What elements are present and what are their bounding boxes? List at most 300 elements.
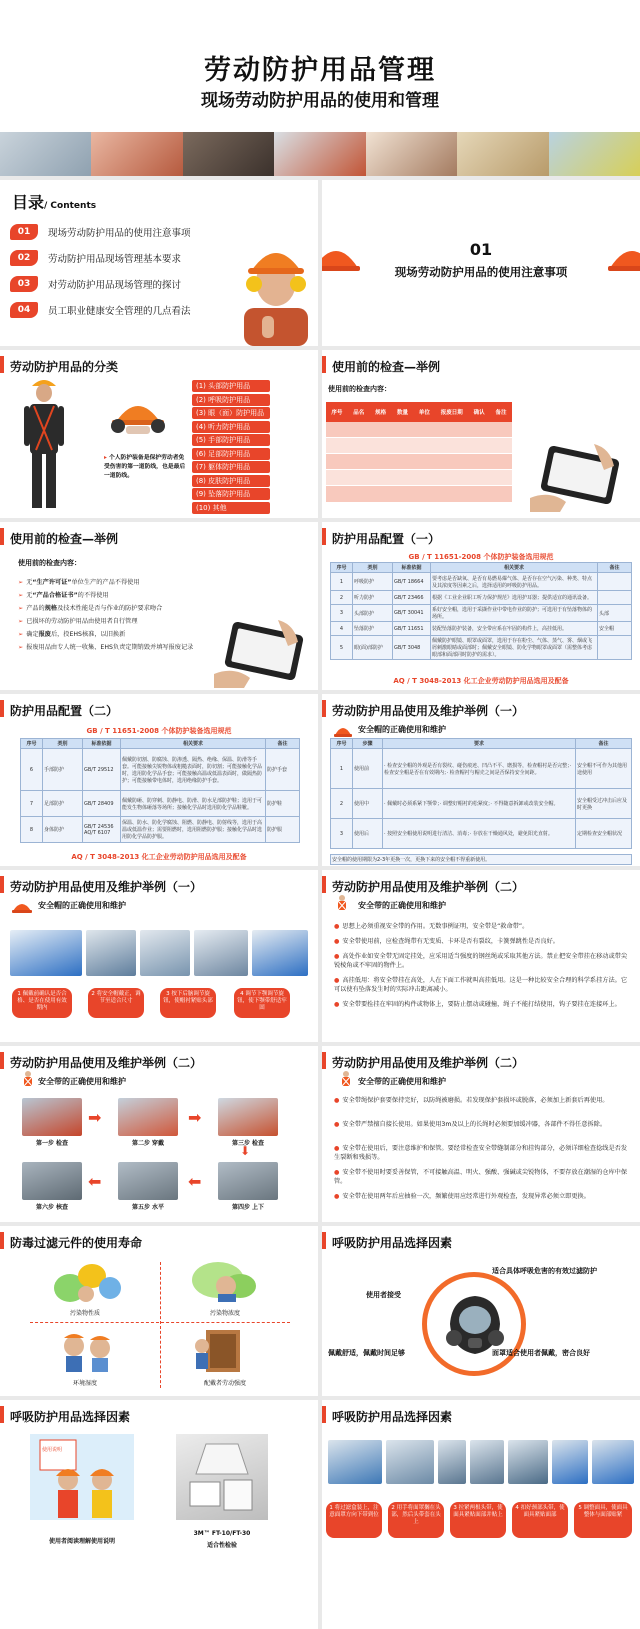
toc-item-2[interactable] (10, 250, 181, 266)
helmet-sub: 安全帽的正确使用和维护 (38, 901, 126, 910)
cell: 头部 (598, 605, 632, 622)
cell: GB/T 23466 (393, 591, 431, 605)
belt3-item-2-text: 安全带严禁擅自接长使用。如果使用3m及以上的长绳时必须要加缓冲器，各部件不得任意拆除。 (342, 1121, 607, 1128)
config1-slide (322, 522, 640, 690)
poster-label: 使用说明 (42, 1447, 63, 1453)
helmet-photo-1 (10, 930, 82, 976)
worker-helmet-illustration (236, 230, 316, 346)
title-bar (0, 876, 4, 893)
col-header: 序号 (331, 739, 353, 749)
classify-item-2[interactable]: (2) 呼吸防护用品 (192, 394, 270, 406)
col-header: 报废日期 (440, 410, 463, 416)
helmet-step-1[interactable] (12, 988, 72, 1018)
resp2-label-2a: 3M™ FT-10/FT-30 (193, 1530, 251, 1537)
cell: 手部防护 (43, 749, 83, 791)
table-header-row (331, 563, 632, 573)
check-item-1: ➢ 无“生产许可证”单位生产的产品不得使用 (18, 579, 140, 586)
cell: 5 (331, 636, 353, 660)
title-bar (322, 528, 326, 545)
belt-photo-5 (118, 1162, 178, 1200)
belt1-item-5-text: 安全带要拴挂在牢固的构件或物体上，要防止摆动或碰撞，绳子不能打结使用，钩子要挂在连接环上。 (342, 1001, 621, 1008)
belt-step-5: 第五步 水平 (131, 1204, 165, 1211)
mask-step-photo-1 (328, 1440, 382, 1484)
mask-step-5-text: 调整面具，使面具整体与面部贴紧 (583, 1505, 628, 1518)
cell: 佩戴防切割、防腐蚀、防渗透、隔热、绝缘、保温、防滑等手套。可能接触尖锐物体或粗糙表面时，防切割；可能接触化学品时，选用防化学品手套；可能接触高温或低温表面时，做隔热防护；可能接触带电体时，选用绝缘防护手套。 (121, 749, 266, 791)
cell: 防护服 (266, 817, 300, 843)
table-row (331, 789, 632, 819)
belt3-item-3: ● 安全带在使用后，要注意维护和保管。要经常检查安全带缝制部分和挂钩部分，必须详细检查捻线是否发生裂断和残损等。 (334, 1145, 628, 1161)
toc-item-3[interactable] (10, 276, 181, 292)
col-header: 品名 (353, 410, 365, 416)
slide-title: 防护用品配置（一） (332, 532, 441, 546)
col-header: 数量 (397, 410, 409, 416)
title-bar (0, 528, 4, 545)
belt-step-4: 第四步 上下 (231, 1204, 265, 1211)
toc-title (12, 190, 96, 213)
helmet-photo-4 (194, 930, 248, 976)
cell: GB/T 3048 (393, 636, 431, 660)
item-bold: 规格 (44, 605, 58, 612)
table-row (331, 749, 632, 789)
cell: 安全帽 (598, 622, 632, 636)
cell: 根据《工业企业职工听力保护规范》选用护耳器；提供适宜的通讯设备。 (431, 591, 598, 605)
toc-text-2: 劳动防护用品现场管理基本要求 (48, 254, 182, 265)
section-number: 01 (469, 240, 493, 259)
mask-step-photo-2 (386, 1440, 434, 1484)
mask-step-1[interactable] (326, 1502, 382, 1538)
check-table-slide (322, 350, 640, 518)
classify-item-6[interactable]: (6) 足部防护用品 (192, 448, 270, 460)
maintain1-table (330, 738, 632, 849)
mask-step-photo-3 (438, 1440, 466, 1484)
toc-num-2: 02 (10, 250, 38, 266)
belt3-item-2: ● 安全带严禁擅自接长使用。如果使用3m及以上的长绳时必须要加缓冲器，各部件不得任意拆除。 (334, 1121, 607, 1128)
classify-note-text: 个人防护装备是保护劳动者免受伤害的第一道防线，也是最后一道防线。 (104, 455, 186, 479)
filter-label-1: 污染物性质 (69, 1310, 100, 1317)
mask-step-2[interactable] (388, 1502, 444, 1538)
cell: 定期检查安全帽状况 (576, 819, 632, 849)
table-row (331, 573, 632, 591)
mask-step-4-num: 4 (515, 1505, 521, 1511)
table-row (21, 791, 300, 817)
cell: 佩戴防砸、防穿刺、防静电、防滑、防水足部防护鞋；选用于可能发生物体砸落等场所；接触化学品时选用防化学品鞋靴。 (121, 791, 266, 817)
title-bar (322, 356, 326, 373)
helmet-step-3-text: 按下后脑调节旋钮，使帽衬紧贴头部 (163, 991, 213, 1004)
belt1-sub: 安全带的正确使用和维护 (358, 901, 446, 910)
col-header: 标准依据 (393, 563, 431, 573)
title-bar (0, 1406, 4, 1423)
cell: 要考虑是否缺氧、是否有易燃易爆气体、是否存在空气污染、种类、特点及其浓度等因素之后，选择适用的呼吸防护用品。 (431, 573, 598, 591)
col-header: 备注 (495, 410, 507, 416)
classify-item-3[interactable]: (3) 眼（面）防护用品 (192, 407, 270, 419)
helmet-icon (12, 898, 32, 912)
title-bar (0, 1232, 4, 1249)
cell: GB/T 30041 (393, 605, 431, 622)
belt2-sub: 安全带的正确使用和维护 (38, 1077, 126, 1086)
check-item-3: ➢ 产品的规格及技术性能是否与作业的防护要求吻合 (18, 605, 163, 612)
mask-step-2-num: 2 (391, 1505, 397, 1511)
filter-label-3: 环境湿度 (72, 1380, 97, 1387)
col-header: 序号 (21, 739, 43, 749)
cell: · 检查安全帽的外观是否有裂纹、碰伤痕迹、凹凸不平、磨损等，检查帽衬是否完整；· 检查安全帽是否在有效期内；· 检查帽衬与帽壳之间是否保持安全间距。 (383, 749, 576, 789)
item-pre: 产品的 (26, 605, 45, 612)
col-header: 确认 (473, 410, 485, 416)
resp3-slide (322, 1400, 640, 1629)
mask-step-5[interactable] (574, 1502, 632, 1538)
cell (598, 573, 632, 591)
check-table-header (326, 402, 512, 422)
mask-step-3-text: 拉紧两根头带，使面具紧贴面部并贴上 (453, 1505, 503, 1518)
col-header: 序号 (331, 563, 353, 573)
arrow-left-icon: ⬅ (88, 1172, 102, 1191)
belt-photo-6 (22, 1162, 82, 1200)
filter-slide (0, 1226, 318, 1396)
classify-item-1[interactable]: (1) 头部防护用品 (192, 380, 270, 392)
resp1-label-3: 佩戴舒适，佩戴时间足够 (328, 1349, 405, 1357)
maintain1-footer: 安全帽的使用期限为2-3年更换一次，更换下来的安全帽不得重新使用。 (330, 854, 632, 865)
divider-line-vertical (160, 1262, 161, 1388)
col-header: 规格 (375, 410, 387, 416)
check-item-5: ➢ 确定报废后，投EHS核准，以旧换新 (18, 631, 126, 638)
cell: 坠落防护 (353, 622, 393, 636)
item-pre: 确定 (26, 631, 39, 638)
cell: 7 (21, 791, 43, 817)
belt3-item-5: ● 安全带在使用两年后应抽验一次，频繁使用应经常进行外观检查，发现异常必须立即更换。 (334, 1193, 590, 1200)
cell: · 佩戴时必须系紧下颚带；· 调整好帽衬的松紧度；· 不得随意拆卸或改装安全帽。 (383, 789, 576, 819)
belt-photo-2 (118, 1098, 178, 1136)
cell: 1 (331, 749, 353, 789)
toc-num-4: 04 (10, 302, 38, 318)
cell: 足部防护 (43, 791, 83, 817)
belt1-item-4-text: 高挂低用：将安全带挂在高处，人在下面工作就叫高挂低用。这是一种比较安全合理的科学系挂方法。它可以使有坠落发生时的实际冲击距离减小。 (334, 977, 628, 993)
cell: GB/T 29512 (83, 749, 121, 791)
col-header: 步骤 (353, 739, 383, 749)
belt3-item-1: ● 安全带绳保护套要保持完好，以防绳被磨损。若发现保护套损坏或脱落，必须加上新套后再使用。 (334, 1097, 609, 1104)
mask-step-photo-4 (470, 1440, 504, 1484)
title-bar (322, 1232, 326, 1249)
harness-icon (338, 1070, 354, 1090)
title-bar (322, 1052, 326, 1069)
cell: GB/T 24536 AQ/T 6107 (83, 817, 121, 843)
item-post: 的不得使用 (77, 592, 109, 599)
slide-title: 劳动防护用品使用及维护举例（二） (10, 1056, 203, 1070)
cell: 使用中 (353, 789, 383, 819)
belt2-slide (0, 1046, 318, 1222)
item-pre: 报废用品由专人统一收集、EHS负责定期销毁并填写报废记录 (26, 644, 194, 651)
belt3-slide (322, 1046, 640, 1222)
cover-photo-strip (0, 132, 640, 176)
cell: 保温、防水、防化学腐蚀、阻燃、防静电、防射线等，选用于高温或低温作业；需要阻燃时，选用阻燃防护服；接触化学品时选用防化学品防护服。 (121, 817, 266, 843)
helmet-photo-3 (140, 930, 190, 976)
concentration-cartoon-icon (188, 1256, 262, 1304)
belt3-item-4: ● 安全带不使用时要妥善保管，不可接触高温、明火、强酸、强碱或尖锐物体，不要存放在潮湿的仓库中保管。 (334, 1169, 628, 1185)
check-item-2: ➢ 无“产品合格证书”的不得使用 (18, 592, 109, 599)
classify-item-10[interactable]: (10) 其他 (192, 502, 270, 514)
slide-title: 使用前的检查—举例 (10, 532, 119, 546)
helmet-step-1-num: 1 (17, 991, 23, 997)
section-slide (322, 180, 640, 346)
cover-subtitle: 现场劳动防护用品的使用和管理 (201, 91, 439, 111)
belt-photo-3 (218, 1098, 278, 1136)
cell: 2 (331, 591, 353, 605)
cell: 身体防护 (43, 817, 83, 843)
cell: 使用后 (353, 819, 383, 849)
belt1-item-1: ● 思想上必须重视安全带的作用。无数事例证明，安全带是“救命带”。 (334, 923, 529, 930)
belt1-item-5: ● 安全带要拴挂在牢固的构件或物体上，要防止摆动或碰撞，绳子不能打结使用，钩子要挂在连接环上。 (334, 1001, 621, 1008)
resp1-label-1: 适合具体呼吸危害的有效过滤防护 (492, 1267, 597, 1275)
helmet-step-3-num: 3 (166, 991, 172, 997)
table-row (21, 817, 300, 843)
helmet-step-4-text: 调节下颚调节旋钮，使下颚带舒适牢固 (237, 991, 287, 1011)
cell: 1 (331, 573, 353, 591)
cell: GB/T 28409 (83, 791, 121, 817)
title-bar (322, 1406, 326, 1423)
item-pre: 无 (26, 592, 33, 599)
item-post: 及技术性能是否与作业的防护要求吻合 (57, 605, 163, 612)
config1-table (330, 562, 632, 660)
check-table (326, 402, 512, 502)
title-bar (322, 876, 326, 893)
cell: 3 (331, 605, 353, 622)
table-row (331, 622, 632, 636)
resp2-label-1: 使用者阅读理解使用说明 (48, 1538, 115, 1545)
belt1-item-2: ● 安全带使用前，应检查绳带有无变质、卡环是否有裂纹，卡簧弹跳性是否良好。 (334, 938, 559, 945)
resp1-label-4: 面罩适合使用者佩戴，密合良好 (492, 1349, 590, 1357)
table-row (326, 486, 512, 502)
mask-step-photo-5 (508, 1440, 548, 1484)
helmet-icon (334, 722, 352, 736)
pollutant-cartoon-icon (52, 1258, 122, 1304)
belt1-slide (322, 870, 640, 1042)
harness-icon (20, 1070, 36, 1090)
table-header-row (21, 739, 300, 749)
mask-step-2-text: 用手将面罩搁在头部，然后头带套在头上 (391, 1505, 441, 1525)
config2-standard: GB / T 11651-2008 个体防护装备选用规范 (86, 727, 232, 735)
belt1-item-2-text: 安全带使用前，应检查绳带有无变质、卡环是否有裂纹，卡簧弹跳性是否良好。 (342, 938, 559, 945)
slide-title: 防毒过滤元件的使用寿命 (10, 1236, 143, 1250)
cell (598, 636, 632, 660)
item-bold: “生产许可证” (32, 579, 72, 586)
helmet-step-4[interactable] (234, 988, 290, 1018)
section-title: 现场劳动防护用品的使用注意事项 (394, 265, 568, 279)
classify-note: ▸ 个人防护装备是保护劳动者免受伤害的第一道防线，也是最后一道防线。 (104, 455, 186, 479)
mask-step-5-num: 5 (578, 1505, 584, 1511)
slide-title: 劳动防护用品的分类 (10, 360, 119, 374)
table-row (331, 605, 632, 622)
slide-title: 劳动防护用品使用及维护举例（二） (332, 880, 525, 894)
col-header: 备注 (266, 739, 300, 749)
classify-item-4[interactable]: (4) 听力防护用品 (192, 421, 270, 433)
cell: 6 (21, 749, 43, 791)
toc-num-1: 01 (10, 224, 38, 240)
belt-photo-1 (22, 1098, 82, 1136)
harness-worker-figure (22, 378, 66, 512)
check-label: 使用前的检查内容： (328, 385, 391, 393)
col-header: 序号 (331, 410, 343, 416)
belt1-item-3: ● 高处作业如安全带无固定挂处，应采用适当强度的钢丝绳或采取其他方法。禁止把安全带挂在移动或带尖锐棱角或不牢固的物件上。 (334, 953, 628, 969)
helmet-step-3[interactable] (160, 988, 216, 1018)
mask-step-3[interactable] (450, 1502, 506, 1538)
belt3-item-3-text: 安全带在使用后，要注意维护和保管。要经常检查安全带缝制部分和挂钩部分，必须详细检查捻线是否发生裂断和残损等。 (334, 1145, 628, 1161)
mask-step-photo-6 (552, 1440, 588, 1484)
resp2-label-2b: 适合性检验 (206, 1542, 237, 1549)
table-row (21, 749, 300, 791)
toc-text-4: 员工职业健康安全管理的几点看法 (48, 306, 191, 317)
worker-strength-cartoon-icon (190, 1326, 250, 1374)
slide-title: 呼吸防护用品选择因素 (332, 1236, 453, 1250)
cell: 眼(面)部防护 (353, 636, 393, 660)
cell: 8 (21, 817, 43, 843)
item-pre: 无 (26, 579, 33, 586)
toc-title-en: / Contents (44, 201, 97, 211)
classify-item-8[interactable]: (8) 皮肤防护用品 (192, 475, 270, 487)
cell: 呼吸防护 (353, 573, 393, 591)
arrow-down-icon: ⬇ (240, 1144, 251, 1158)
slide-title: 劳动防护用品使用及维护举例（一） (10, 880, 203, 894)
title-bar (0, 356, 4, 373)
slide-title: 劳动防护用品使用及维护举例（一） (332, 704, 525, 718)
title-bar (0, 700, 4, 717)
slide-title: 防护用品配置（二） (10, 704, 119, 718)
col-header: 单位 (418, 410, 430, 416)
cell: 防护鞋 (266, 791, 300, 817)
item-pre: 已损坏的劳动防护用品由使用者自行管理 (26, 618, 138, 625)
config1-footer: AQ / T 3048-2013 化工企业劳动防护用品选用及配备 (393, 677, 569, 685)
arrow-left-icon: ⬅ (188, 1172, 202, 1191)
table-row (326, 454, 512, 470)
mask-step-3-num: 3 (453, 1505, 459, 1511)
ppe-helmet-set-icon (106, 390, 170, 438)
belt-step-1: 第一步 检查 (35, 1140, 69, 1147)
col-header: 标准依据 (83, 739, 121, 749)
mask-step-photo-7 (592, 1440, 634, 1484)
maintain1-slide (322, 694, 640, 866)
helmet-step-4-num: 4 (240, 991, 246, 997)
cover-slide (0, 0, 640, 176)
col-header: 相关要求 (121, 739, 266, 749)
resp1-slide (322, 1226, 640, 1396)
toc-slide (0, 180, 318, 346)
resp2-slide (0, 1400, 318, 1629)
col-header: 相关要求 (431, 563, 598, 573)
toc-text-3: 对劳动防护用品现场管理的探讨 (48, 280, 182, 291)
belt-photo-4 (218, 1162, 278, 1200)
filter-label-4: 配戴者劳动强度 (203, 1380, 246, 1387)
belt1-item-1-text: 思想上必须重视安全带的作用。无数事例证明，安全带是“救命带”。 (342, 923, 529, 930)
col-header: 类别 (353, 563, 393, 573)
arrow-right-icon: ➡ (188, 1108, 202, 1127)
belt-step-3: 第三步 检查 (231, 1140, 265, 1147)
col-header: 备注 (576, 739, 632, 749)
classify-item-9[interactable]: (9) 坠落防护用品 (192, 488, 270, 500)
belt3-sub: 安全带的正确使用和维护 (358, 1077, 446, 1086)
cell: 防护手套 (266, 749, 300, 791)
slide-title: 使用前的检查—举例 (332, 360, 441, 374)
slide-title: 呼吸防护用品选择因素 (332, 1410, 453, 1424)
table-row (331, 636, 632, 660)
belt1-item-3-text: 高处作业如安全带无固定挂处，应采用适当强度的钢丝绳或采取其他方法。禁止把安全带挂在移动或带尖锐棱角或不牢固的物件上。 (334, 953, 628, 969)
helmet-step-2-num: 2 (91, 991, 97, 997)
helmet-photo-2 (86, 930, 136, 976)
helmet-step-1-text: 佩戴前确认是否合格、是否在使用有效期内 (17, 991, 67, 1011)
cell: GB/T 18664 (393, 573, 431, 591)
table-header-row (331, 739, 632, 749)
belt-step-2: 第二步 穿戴 (131, 1140, 165, 1147)
cell: 安全帽不可作为其他用途使用 (576, 749, 632, 789)
helmet-step-2[interactable] (88, 988, 144, 1018)
helmet-step-2-text: 将安全帽戴正，调节至适合尺寸 (96, 991, 141, 1004)
belt1-item-4: ● 高挂低用：将安全带挂在高处，人在下面工作就叫高挂低用。这是一种比较安全合理的科学系挂方法。它可以使有坠落发生时的实际冲击距离减小。 (334, 977, 628, 993)
humidity-cartoon-icon (56, 1330, 116, 1374)
toc-item-1[interactable] (10, 224, 191, 240)
item-post: 单位生产的产品不得使用 (71, 579, 140, 586)
cell: 安全帽受过冲击后应及时更换 (576, 789, 632, 819)
col-header: 类别 (43, 739, 83, 749)
mask-step-1-text: 将过滤盒装上，注意面罩方向下带到位 (329, 1505, 379, 1518)
cell: 听力防护 (353, 591, 393, 605)
arrow-right-icon: ➡ (88, 1108, 102, 1127)
mask-step-4[interactable] (512, 1502, 568, 1538)
config2-slide (0, 694, 318, 866)
cell: · 按照安全帽使用说明进行清洁、消毒；· 存放在干燥通风处，避免阳光直射。 (383, 819, 576, 849)
item-bold: 报废 (38, 631, 51, 638)
check-list-slide (0, 522, 318, 690)
config2-footer: AQ / T 3048-2013 化工企业劳动防护用品选用及配备 (71, 853, 247, 861)
belt3-item-5-text: 安全带在使用两年后应抽验一次，频繁使用应经常进行外观检查，发现异常必须立即更换。 (342, 1193, 590, 1200)
table-row (326, 422, 512, 438)
tablet-hand-icon (530, 442, 630, 512)
slide-title: 劳动防护用品使用及维护举例（二） (332, 1056, 525, 1070)
cell: 装配坠落防护装备，安全带应系在牢固的构件上，高挂低用。 (431, 622, 598, 636)
mask-step-1-num: 1 (329, 1505, 335, 1511)
col-header: 要求 (383, 739, 576, 749)
resp1-label-2: 使用者接受 (366, 1291, 401, 1299)
check-item-6: ➢ 报废用品由专人统一收集、EHS负责定期销毁并填写报废记录 (18, 644, 194, 651)
toc-title-cn: 目录 (12, 193, 45, 212)
table-row (331, 819, 632, 849)
title-bar (322, 700, 326, 717)
table-row (331, 591, 632, 605)
toc-text-1: 现场劳动防护用品的使用注意事项 (48, 228, 191, 239)
classify-item-5[interactable]: (5) 手部防护用品 (192, 434, 270, 446)
cell: 使用前 (353, 749, 383, 789)
cell: 4 (331, 622, 353, 636)
config2-table (20, 738, 300, 843)
table-row (326, 438, 512, 454)
check-label: 使用前的检查内容： (18, 559, 81, 567)
belt3-item-4-text: 安全带不使用时要妥善保管，不可接触高温、明火、强酸、强碱或尖锐物体，不要存放在潮湿的仓库中保管。 (334, 1169, 628, 1185)
toc-item-4[interactable] (10, 302, 191, 318)
item-bold: “产品合格证书” (32, 592, 78, 599)
cell: 2 (331, 789, 353, 819)
title-bar (0, 1052, 4, 1069)
classify-slide (0, 350, 318, 518)
col-header: 备注 (598, 563, 632, 573)
item-post: 后，投EHS核准，以旧换新 (50, 631, 126, 638)
slide-title: 呼吸防护用品选择因素 (10, 1410, 131, 1424)
check-item-4: ➢ 已损坏的劳动防护用品由使用者自行管理 (18, 618, 138, 625)
table-row (326, 470, 512, 486)
cell: 系好安全帽，选用于采撷作业中带电作业的防护；可选用于有坠落物体的场所。 (431, 605, 598, 622)
filter-label-2: 污染物浓度 (209, 1310, 240, 1317)
cell: 佩戴防护眼镜、眼罩或面罩，选用于存在粉尘、气体、蒸气、雾、烟或飞屑刺激眼睛或面部时；佩戴安全眼镜、防化学物眼罩或面罩（需整体考虑眼部和面部同时防护的需求）。 (431, 636, 598, 660)
fit-test-kit-photo (176, 1434, 268, 1520)
belt-step-6: 第六步 核查 (35, 1204, 69, 1211)
cell: 3 (331, 819, 353, 849)
tablet-hand-icon (214, 618, 314, 688)
classify-item-7[interactable]: (7) 躯体防护用品 (192, 461, 270, 473)
belt3-item-1-text: 安全带绳保护套要保持完好，以防绳被磨损。若发现保护套损坏或脱落，必须加上新套后再使用。 (342, 1097, 609, 1104)
